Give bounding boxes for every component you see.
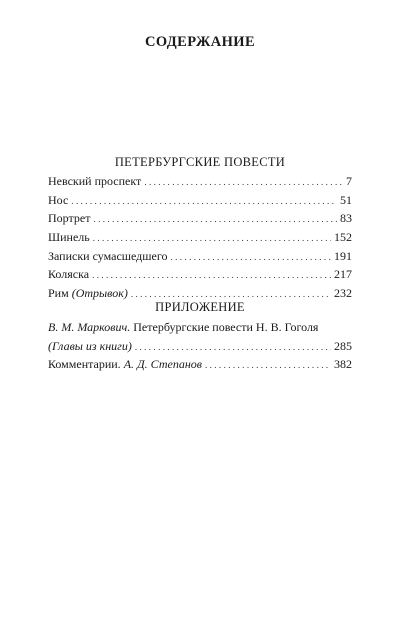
toc-entry-page: 191 — [334, 248, 352, 263]
toc-entry[interactable] — [48, 228, 352, 247]
dot-leader — [205, 356, 331, 375]
toc-entry[interactable] — [48, 265, 352, 284]
toc-entry-line-1[interactable] — [48, 318, 352, 337]
toc-list-appendix — [48, 318, 352, 374]
dot-leader — [92, 266, 331, 285]
toc-entry-author: А. Д. Степанов — [123, 357, 202, 372]
toc-entry-author: В. М. Маркович. — [48, 320, 131, 334]
toc-entry-page: 382 — [334, 357, 352, 372]
toc-entry-title-wrap — [48, 355, 202, 374]
toc-entry-title: Портрет — [48, 211, 91, 226]
toc-entry-line-2[interactable] — [48, 337, 352, 356]
toc-entry-title: Рим — [48, 286, 69, 301]
section-heading-appendix: ПРИЛОЖЕНИЕ — [155, 300, 245, 314]
dot-leader — [144, 173, 343, 192]
toc-entry-title-wrap — [48, 318, 318, 337]
toc-entry-title: Шинель — [48, 230, 90, 245]
toc-entry-page: 285 — [334, 338, 352, 353]
page-title: СОДЕРЖАНИЕ — [144, 34, 256, 50]
dot-leader — [93, 210, 337, 229]
section-heading-petersburg-tales: ПЕТЕРБУРГСКИЕ ПОВЕСТИ — [114, 155, 286, 169]
toc-entry-subtitle-wrap — [48, 337, 132, 356]
dot-leader — [135, 338, 331, 357]
toc-entry-subtitle: (Главы из книги) — [48, 338, 132, 353]
toc-entry-note: (Отрывок) — [71, 286, 128, 301]
toc-entry-page: 232 — [334, 286, 352, 301]
toc-entry-page: 152 — [334, 230, 352, 245]
dot-leader — [93, 229, 331, 248]
toc-entry-title: Записки сумасшедшего — [48, 248, 168, 263]
toc-entry-title: Коляска — [48, 267, 90, 282]
toc-entry-title: Невский проспект — [48, 174, 142, 188]
toc-entry[interactable] — [48, 209, 352, 228]
toc-list-petersburg-tales — [48, 172, 352, 303]
toc-entry[interactable] — [48, 172, 352, 191]
toc-entry-title: Нос — [48, 192, 69, 207]
toc-entry-page: 7 — [346, 174, 352, 188]
toc-entry[interactable] — [48, 247, 352, 266]
toc-entry-title: Петербургские повести Н. В. Гоголя — [133, 320, 319, 334]
toc-entry-page: 217 — [334, 267, 352, 282]
toc-entry[interactable] — [48, 191, 352, 210]
toc-entry-page: 51 — [340, 192, 352, 207]
dot-leader — [170, 248, 331, 267]
dot-leader — [71, 192, 337, 211]
toc-entry-page: 83 — [340, 211, 352, 226]
toc-entry[interactable] — [48, 355, 352, 374]
toc-entry-title: Комментарии. — [48, 357, 121, 372]
